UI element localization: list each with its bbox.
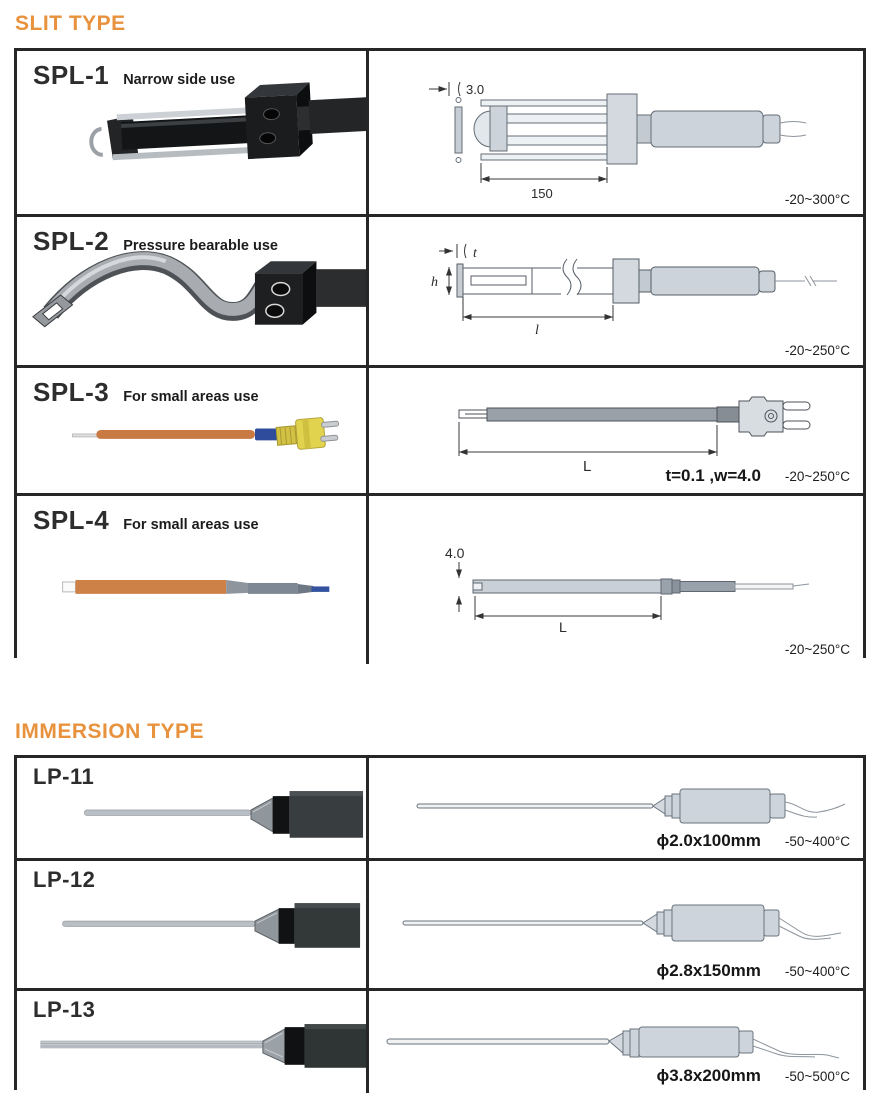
product-cell-lp11 — [17, 758, 369, 858]
temperature-range: -20~250°C — [784, 469, 850, 484]
dim-label-length: l — [535, 323, 539, 338]
table-row-spl1 — [17, 51, 863, 217]
dim-label-width: 4.0 — [445, 545, 465, 561]
table-row-lp13 — [17, 991, 863, 1093]
diagram-cell-lp13 — [369, 991, 863, 1093]
diagram-cell-spl3 — [369, 368, 863, 493]
model-name: SPL-4 — [33, 505, 110, 535]
table-row-spl2 — [17, 217, 863, 368]
temperature-range: -20~250°C — [784, 642, 850, 657]
diagram-cell-spl2 — [369, 217, 863, 365]
diagram-cell-lp12 — [369, 861, 863, 988]
product-cell-spl4 — [17, 496, 369, 664]
model-name: LP-11 — [33, 764, 95, 789]
dim-label-height: h — [431, 275, 438, 290]
table-row-lp12 — [17, 861, 863, 991]
immersion-type-table — [14, 755, 866, 1090]
dim-label-length: L — [559, 619, 567, 635]
spl4-dimension-diagram — [369, 496, 863, 664]
product-cell-lp12 — [17, 861, 369, 988]
dim-label-length: 150 — [531, 186, 553, 201]
temperature-range: -20~300°C — [784, 192, 850, 207]
dim-label-length: L — [583, 458, 592, 475]
product-cell-spl1 — [17, 51, 369, 214]
spl1-dimension-diagram — [369, 51, 863, 214]
diagram-cell-lp11 — [369, 758, 863, 858]
spec-label: ϕ2.0x100mm — [656, 831, 761, 850]
product-cell-spl3 — [17, 368, 369, 493]
model-name: LP-13 — [33, 997, 96, 1022]
model-name: SPL-3 — [33, 377, 110, 407]
table-row-spl3 — [17, 368, 863, 496]
spec-label: ϕ3.8x200mm — [656, 1066, 761, 1085]
diagram-cell-spl4 — [369, 496, 863, 664]
usage-label: Pressure bearable use — [123, 238, 278, 254]
model-name: LP-12 — [33, 867, 96, 892]
dim-label-thickness: t — [473, 246, 477, 261]
product-cell-spl2 — [17, 217, 369, 365]
model-name: SPL-2 — [33, 226, 110, 256]
temperature-range: -20~250°C — [784, 343, 850, 358]
usage-label: For small areas use — [123, 389, 259, 405]
temperature-range: -50~500°C — [784, 1069, 850, 1084]
model-name: SPL-1 — [33, 60, 110, 90]
table-row-spl4 — [17, 496, 863, 664]
temperature-range: -50~400°C — [784, 834, 850, 849]
temperature-range: -50~400°C — [784, 964, 850, 979]
dim-label-tip-width: 3.0 — [466, 82, 485, 97]
spec-label: t=0.1 ,w=4.0 — [665, 466, 761, 485]
spec-label: ϕ2.8x150mm — [656, 961, 761, 980]
diagram-cell-spl1 — [369, 51, 863, 214]
table-row-lp11 — [17, 758, 863, 861]
product-cell-lp13 — [17, 991, 369, 1093]
section-title-immersion-type: IMMERSION TYPE — [15, 720, 205, 743]
slit-type-table — [14, 48, 866, 658]
usage-label: Narrow side use — [123, 72, 236, 88]
usage-label: For small areas use — [123, 517, 259, 533]
section-title-slit-type: SLIT TYPE — [15, 12, 126, 35]
